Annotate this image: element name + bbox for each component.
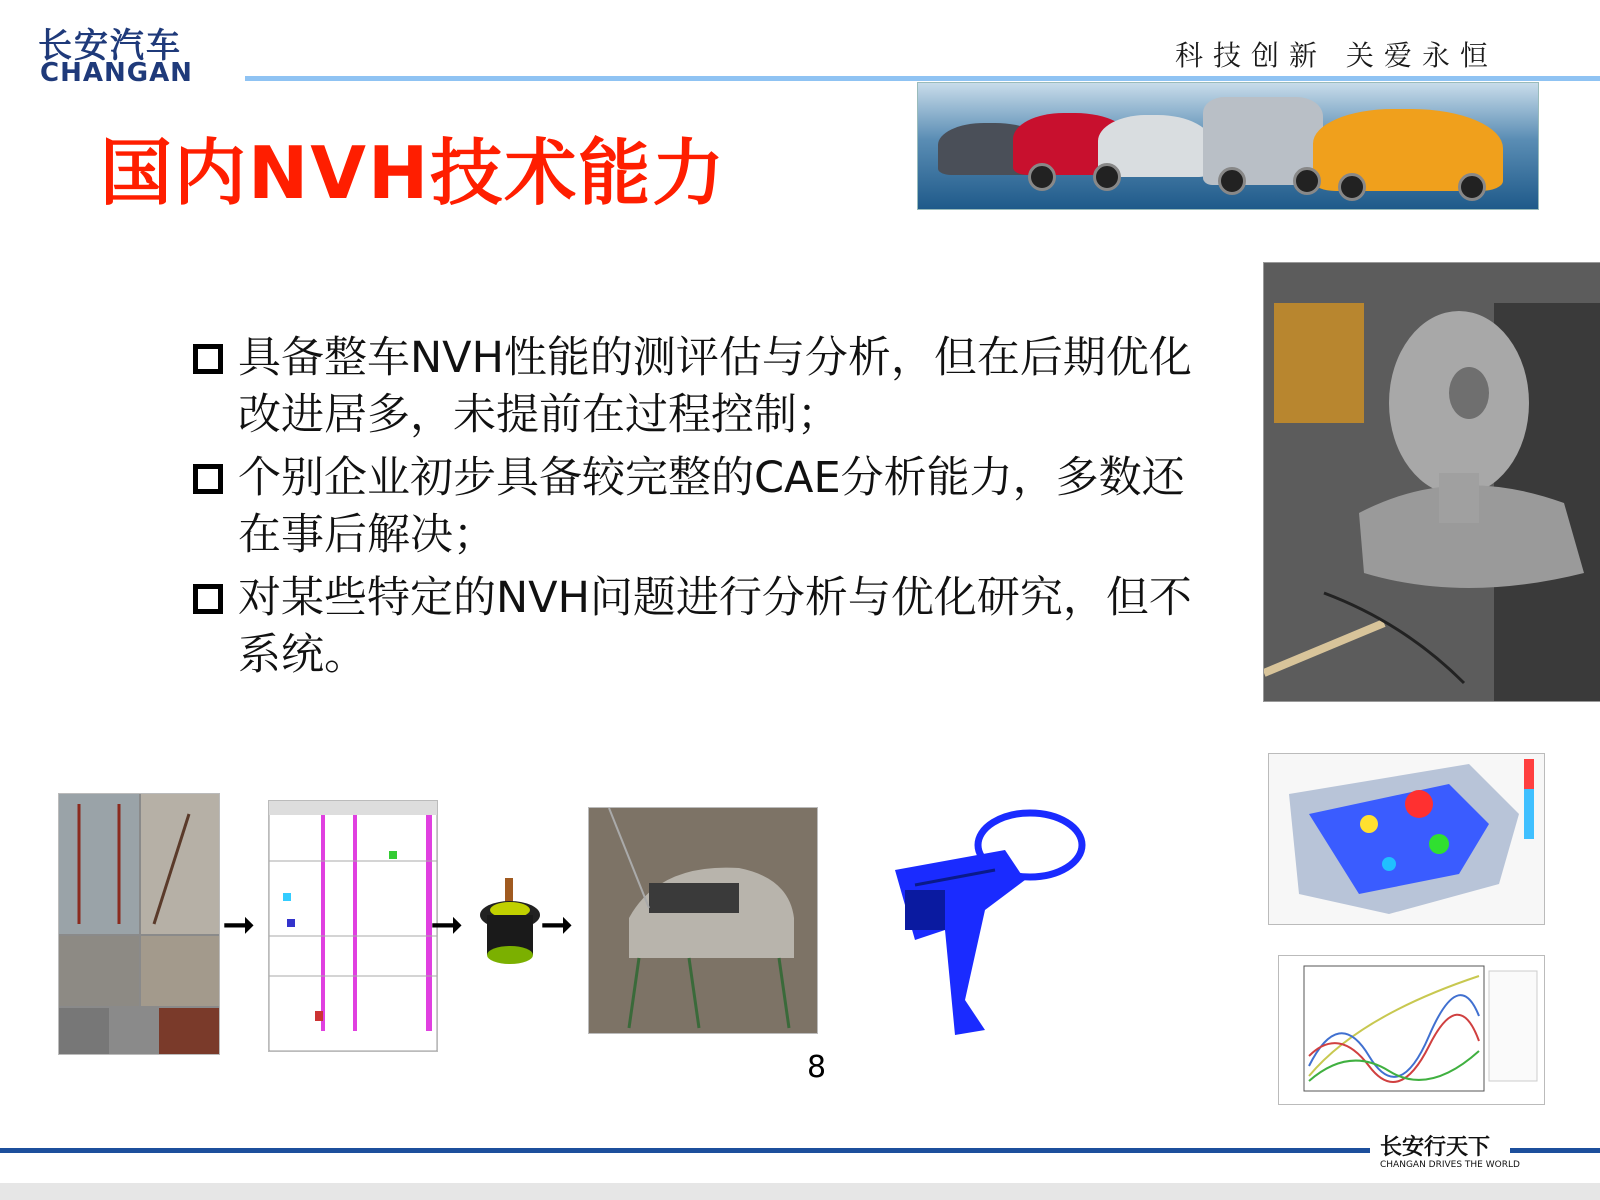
footer-brand-chinese: 长安行天下 [1380, 1134, 1491, 1160]
engine-mount-part [475, 870, 545, 970]
slide-title: 国内NVH技术能力 [100, 131, 727, 215]
bullet-text: 具备整车NVH性能的测评估与分析，但在后期优化改进居多，未提前在过程控制； [238, 333, 1192, 440]
head-simulator-photo [1263, 262, 1600, 702]
footer-brand-english: CHANGAN DRIVES THE WORLD [1380, 1160, 1520, 1170]
frequency-response-plot [1278, 955, 1545, 1105]
arrow-right-icon: ➞ [222, 902, 256, 948]
bullet-item [190, 570, 1220, 684]
arrow-right-icon: ➞ [430, 902, 464, 948]
bullet-list [190, 330, 1220, 690]
footer-divider [0, 1148, 1370, 1153]
logo-english: CHANGAN [40, 58, 193, 88]
square-bullet-icon [193, 464, 223, 494]
car-lineup-banner [917, 82, 1539, 210]
footer-divider-right [1510, 1148, 1600, 1153]
slogan: 科技创新 关爱永恒 [1175, 39, 1498, 72]
header-divider [245, 76, 1600, 81]
page-number: 8 [807, 1050, 827, 1085]
vehicle-test-photo [588, 807, 818, 1034]
bullet-item [190, 450, 1220, 564]
square-bullet-icon [193, 344, 223, 374]
bullet-text: 对某些特定的NVH问题进行分析与优化研究，但不系统。 [238, 573, 1192, 680]
arrow-right-icon: ➞ [540, 902, 574, 948]
bullet-text: 个别企业初步具备较完整的CAE分析能力，多数还在事后解决； [238, 453, 1185, 560]
test-schedule-chart [268, 800, 438, 1052]
square-bullet-icon [193, 584, 223, 614]
body-stress-contour-plot [1268, 753, 1545, 925]
test-rig-photos [58, 793, 220, 1055]
logo-chinese: 长安汽车 [38, 26, 182, 66]
footer-band [0, 1183, 1600, 1200]
bullet-item [190, 330, 1220, 444]
steering-column-fea-model [875, 800, 1090, 1040]
